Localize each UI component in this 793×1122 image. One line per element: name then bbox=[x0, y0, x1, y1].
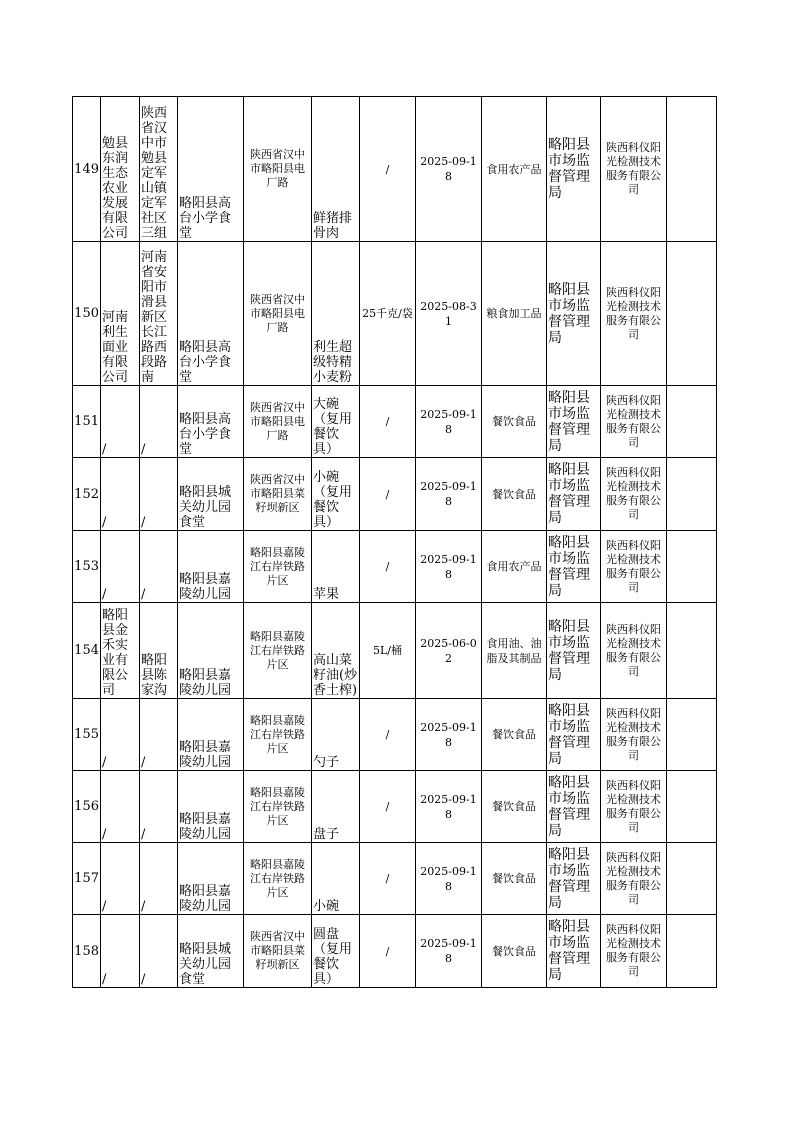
food-category-cell: 食用农产品 bbox=[482, 531, 547, 603]
product-name-cell: 小碗 bbox=[312, 843, 360, 915]
row-number-cell: 158 bbox=[73, 915, 101, 988]
product-name-cell: 小碗（复用餐饮具） bbox=[312, 458, 360, 531]
producer-address-cell: 河南省安阳市滑县新区长江路西段路南 bbox=[140, 242, 178, 386]
remarks-cell bbox=[667, 242, 717, 386]
production-date-cell: 2025-09-18 bbox=[416, 699, 482, 771]
producer-address-cell: / bbox=[140, 771, 178, 843]
producer-address-cell: / bbox=[140, 458, 178, 531]
row-number-cell: 150 bbox=[73, 242, 101, 386]
food-category-cell: 餐饮食品 bbox=[482, 699, 547, 771]
row-number-cell: 152 bbox=[73, 458, 101, 531]
specification-cell: / bbox=[360, 386, 416, 458]
production-date-cell: 2025-09-18 bbox=[416, 915, 482, 988]
food-category-cell: 餐饮食品 bbox=[482, 915, 547, 988]
task-agency-cell: 略阳县市场监督管理局 bbox=[547, 771, 601, 843]
production-date-cell: 2025-08-31 bbox=[416, 242, 482, 386]
sampled-address-cell: 略阳县嘉陵江右岸铁路片区 bbox=[244, 699, 312, 771]
producer-name-cell: / bbox=[101, 386, 140, 458]
production-date-cell: 2025-09-18 bbox=[416, 771, 482, 843]
row-number-cell: 157 bbox=[73, 843, 101, 915]
remarks-cell bbox=[667, 458, 717, 531]
task-agency-cell: 略阳县市场监督管理局 bbox=[547, 242, 601, 386]
sampled-unit-cell: 略阳县嘉陵幼儿园 bbox=[178, 603, 244, 699]
specification-cell: / bbox=[360, 915, 416, 988]
table-row bbox=[73, 531, 717, 603]
testing-lab-cell: 陕西科仪阳光检测技术服务有限公司 bbox=[601, 915, 667, 988]
product-name-cell: 圆盘（复用餐饮具） bbox=[312, 915, 360, 988]
product-name-cell: 大碗（复用餐饮具） bbox=[312, 386, 360, 458]
producer-name-cell: 勉县东润生态农业发展有限公司 bbox=[101, 97, 140, 242]
remarks-cell bbox=[667, 531, 717, 603]
testing-lab-cell: 陕西科仪阳光检测技术服务有限公司 bbox=[601, 97, 667, 242]
product-name-cell: 鲜猪排骨肉 bbox=[312, 97, 360, 242]
table-row bbox=[73, 699, 717, 771]
food-category-cell: 粮食加工品 bbox=[482, 242, 547, 386]
table-row bbox=[73, 771, 717, 843]
task-agency-cell: 略阳县市场监督管理局 bbox=[547, 843, 601, 915]
remarks-cell bbox=[667, 771, 717, 843]
sampled-unit-cell: 略阳县嘉陵幼儿园 bbox=[178, 699, 244, 771]
inspection-results-table bbox=[72, 96, 717, 988]
food-category-cell: 食用油、油脂及其制品 bbox=[482, 603, 547, 699]
producer-name-cell: / bbox=[101, 531, 140, 603]
sampled-unit-cell: 略阳县嘉陵幼儿园 bbox=[178, 843, 244, 915]
producer-name-cell: 略阳县金禾实业有限公司 bbox=[101, 603, 140, 699]
producer-name-cell: / bbox=[101, 771, 140, 843]
food-category-cell: 餐饮食品 bbox=[482, 771, 547, 843]
testing-lab-cell: 陕西科仪阳光检测技术服务有限公司 bbox=[601, 386, 667, 458]
sampled-address-cell: 陕西省汉中市略阳县菜籽坝新区 bbox=[244, 458, 312, 531]
testing-lab-cell: 陕西科仪阳光检测技术服务有限公司 bbox=[601, 531, 667, 603]
sampled-unit-cell: 略阳县高台小学食堂 bbox=[178, 242, 244, 386]
task-agency-cell: 略阳县市场监督管理局 bbox=[547, 699, 601, 771]
sampled-address-cell: 陕西省汉中市略阳县电厂路 bbox=[244, 242, 312, 386]
task-agency-cell: 略阳县市场监督管理局 bbox=[547, 386, 601, 458]
specification-cell: 5L/桶 bbox=[360, 603, 416, 699]
product-name-cell: 利生超级特精小麦粉 bbox=[312, 242, 360, 386]
remarks-cell bbox=[667, 97, 717, 242]
remarks-cell bbox=[667, 843, 717, 915]
sampled-address-cell: 略阳县嘉陵江右岸铁路片区 bbox=[244, 603, 312, 699]
task-agency-cell: 略阳县市场监督管理局 bbox=[547, 458, 601, 531]
product-name-cell: 苹果 bbox=[312, 531, 360, 603]
producer-name-cell: / bbox=[101, 699, 140, 771]
producer-address-cell: / bbox=[140, 699, 178, 771]
food-category-cell: 餐饮食品 bbox=[482, 386, 547, 458]
sampled-unit-cell: 略阳县城关幼儿园食堂 bbox=[178, 915, 244, 988]
task-agency-cell: 略阳县市场监督管理局 bbox=[547, 915, 601, 988]
producer-address-cell: 略阳县陈家沟 bbox=[140, 603, 178, 699]
food-category-cell: 餐饮食品 bbox=[482, 843, 547, 915]
table-row bbox=[73, 843, 717, 915]
producer-address-cell: 陕西省汉中市勉县定军山镇定军社区三组 bbox=[140, 97, 178, 242]
product-name-cell: 勺子 bbox=[312, 699, 360, 771]
producer-name-cell: / bbox=[101, 843, 140, 915]
producer-name-cell: 河南利生面业有限公司 bbox=[101, 242, 140, 386]
remarks-cell bbox=[667, 386, 717, 458]
production-date-cell: 2025-09-18 bbox=[416, 386, 482, 458]
sampled-unit-cell: 略阳县嘉陵幼儿园 bbox=[178, 771, 244, 843]
production-date-cell: 2025-09-18 bbox=[416, 458, 482, 531]
producer-address-cell: / bbox=[140, 531, 178, 603]
production-date-cell: 2025-09-18 bbox=[416, 843, 482, 915]
table-row bbox=[73, 458, 717, 531]
food-category-cell: 食用农产品 bbox=[482, 97, 547, 242]
producer-name-cell: / bbox=[101, 915, 140, 988]
sampled-address-cell: 陕西省汉中市略阳县电厂路 bbox=[244, 386, 312, 458]
row-number-cell: 149 bbox=[73, 97, 101, 242]
table-row bbox=[73, 386, 717, 458]
specification-cell: / bbox=[360, 771, 416, 843]
production-date-cell: 2025-09-18 bbox=[416, 97, 482, 242]
table-row bbox=[73, 915, 717, 988]
remarks-cell bbox=[667, 603, 717, 699]
specification-cell: / bbox=[360, 843, 416, 915]
row-number-cell: 156 bbox=[73, 771, 101, 843]
product-name-cell: 盘子 bbox=[312, 771, 360, 843]
row-number-cell: 155 bbox=[73, 699, 101, 771]
producer-address-cell: / bbox=[140, 843, 178, 915]
testing-lab-cell: 陕西科仪阳光检测技术服务有限公司 bbox=[601, 603, 667, 699]
sampled-address-cell: 略阳县嘉陵江右岸铁路片区 bbox=[244, 843, 312, 915]
table-row bbox=[73, 97, 717, 242]
remarks-cell bbox=[667, 699, 717, 771]
sampled-address-cell: 略阳县嘉陵江右岸铁路片区 bbox=[244, 771, 312, 843]
table-row bbox=[73, 603, 717, 699]
row-number-cell: 151 bbox=[73, 386, 101, 458]
testing-lab-cell: 陕西科仪阳光检测技术服务有限公司 bbox=[601, 458, 667, 531]
sampled-address-cell: 陕西省汉中市略阳县电厂路 bbox=[244, 97, 312, 242]
testing-lab-cell: 陕西科仪阳光检测技术服务有限公司 bbox=[601, 771, 667, 843]
food-category-cell: 餐饮食品 bbox=[482, 458, 547, 531]
testing-lab-cell: 陕西科仪阳光检测技术服务有限公司 bbox=[601, 242, 667, 386]
task-agency-cell: 略阳县市场监督管理局 bbox=[547, 531, 601, 603]
producer-address-cell: / bbox=[140, 915, 178, 988]
row-number-cell: 154 bbox=[73, 603, 101, 699]
testing-lab-cell: 陕西科仪阳光检测技术服务有限公司 bbox=[601, 843, 667, 915]
sampled-unit-cell: 略阳县城关幼儿园食堂 bbox=[178, 458, 244, 531]
specification-cell: / bbox=[360, 97, 416, 242]
production-date-cell: 2025-09-18 bbox=[416, 531, 482, 603]
sampled-address-cell: 略阳县嘉陵江右岸铁路片区 bbox=[244, 531, 312, 603]
product-name-cell: 高山菜籽油(炒香土榨) bbox=[312, 603, 360, 699]
specification-cell: / bbox=[360, 699, 416, 771]
producer-address-cell: / bbox=[140, 386, 178, 458]
production-date-cell: 2025-06-02 bbox=[416, 603, 482, 699]
producer-name-cell: / bbox=[101, 458, 140, 531]
task-agency-cell: 略阳县市场监督管理局 bbox=[547, 97, 601, 242]
row-number-cell: 153 bbox=[73, 531, 101, 603]
sampled-unit-cell: 略阳县高台小学食堂 bbox=[178, 97, 244, 242]
sampled-address-cell: 陕西省汉中市略阳县菜籽坝新区 bbox=[244, 915, 312, 988]
remarks-cell bbox=[667, 915, 717, 988]
specification-cell: / bbox=[360, 531, 416, 603]
specification-cell: / bbox=[360, 458, 416, 531]
testing-lab-cell: 陕西科仪阳光检测技术服务有限公司 bbox=[601, 699, 667, 771]
specification-cell: 25千克/袋 bbox=[360, 242, 416, 386]
sampled-unit-cell: 略阳县高台小学食堂 bbox=[178, 386, 244, 458]
table-row bbox=[73, 242, 717, 386]
sampled-unit-cell: 略阳县嘉陵幼儿园 bbox=[178, 531, 244, 603]
task-agency-cell: 略阳县市场监督管理局 bbox=[547, 603, 601, 699]
